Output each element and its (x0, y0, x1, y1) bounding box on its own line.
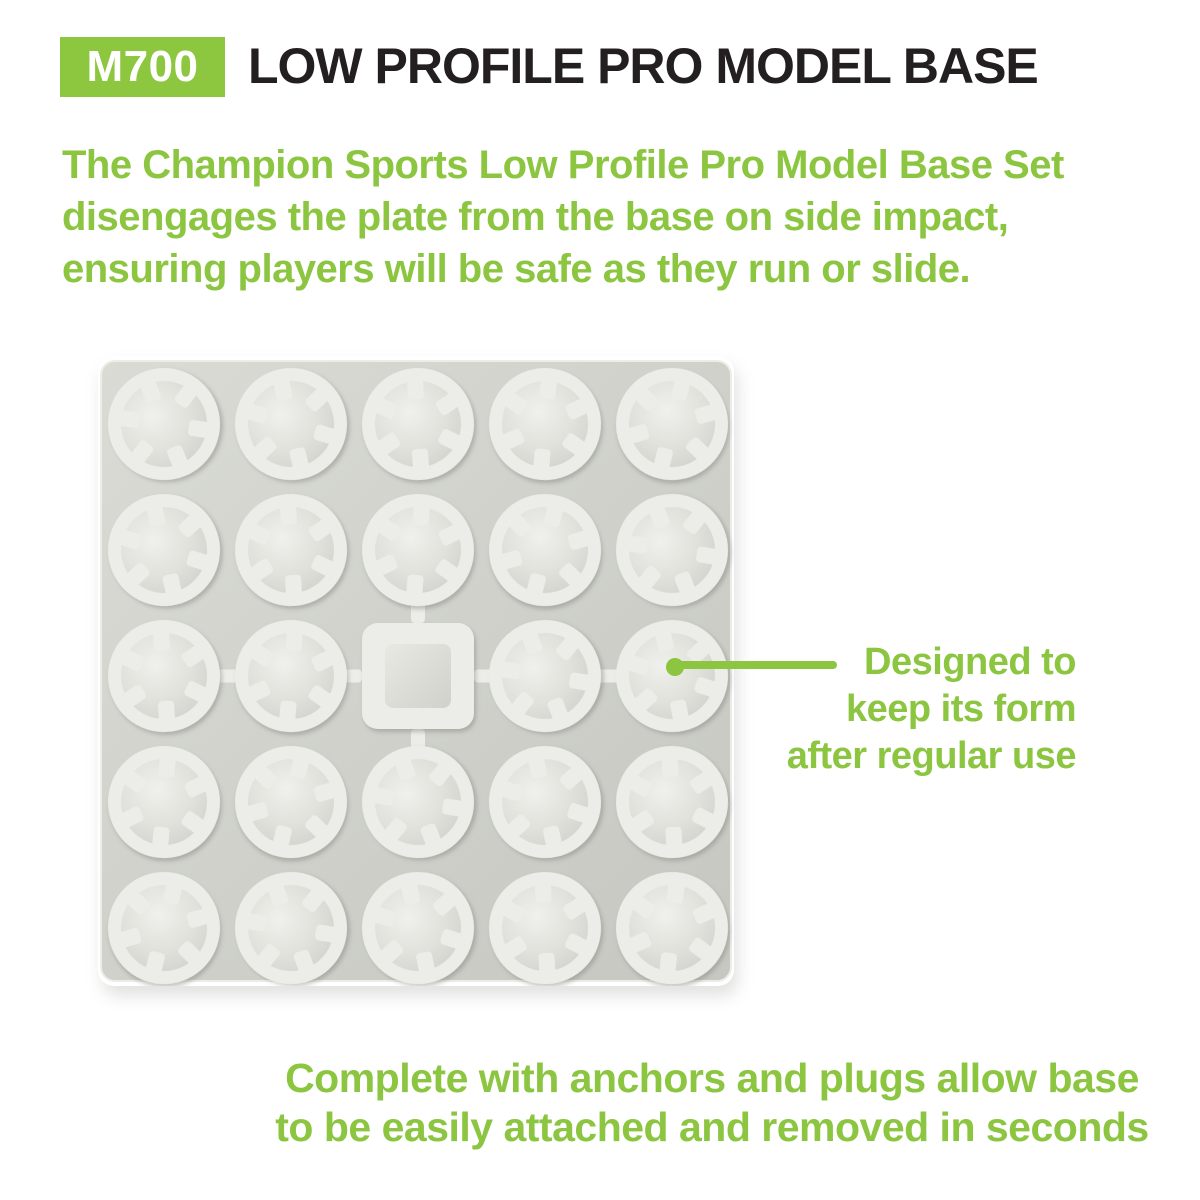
feature-callout (787, 639, 1076, 780)
intro-line-1: The Champion Sports Low Profile Pro Model Base Set (62, 143, 1064, 187)
page-title: LOW PROFILE PRO MODEL BASE (248, 38, 1038, 94)
model-badge-label: M700 (86, 42, 199, 91)
callout-line-3: after regular use (786, 735, 1076, 777)
footer-line-1: Complete with anchors and plugs allow base (285, 1055, 1139, 1101)
product-photo (98, 356, 734, 986)
intro-line-2: disengages the plate from the base on side impact, (62, 195, 1009, 239)
intro-paragraph (62, 139, 1152, 295)
model-badge (60, 37, 225, 97)
footer-note (232, 1054, 1192, 1152)
footer-line-2: to be easily attached and removed in seconds (275, 1104, 1149, 1150)
intro-line-3: ensuring players will be safe as they run or slide. (62, 247, 971, 291)
base-underside-illustration (98, 356, 734, 986)
callout-line-2: keep its form (845, 688, 1076, 730)
callout-line-1: Designed to (864, 641, 1076, 683)
